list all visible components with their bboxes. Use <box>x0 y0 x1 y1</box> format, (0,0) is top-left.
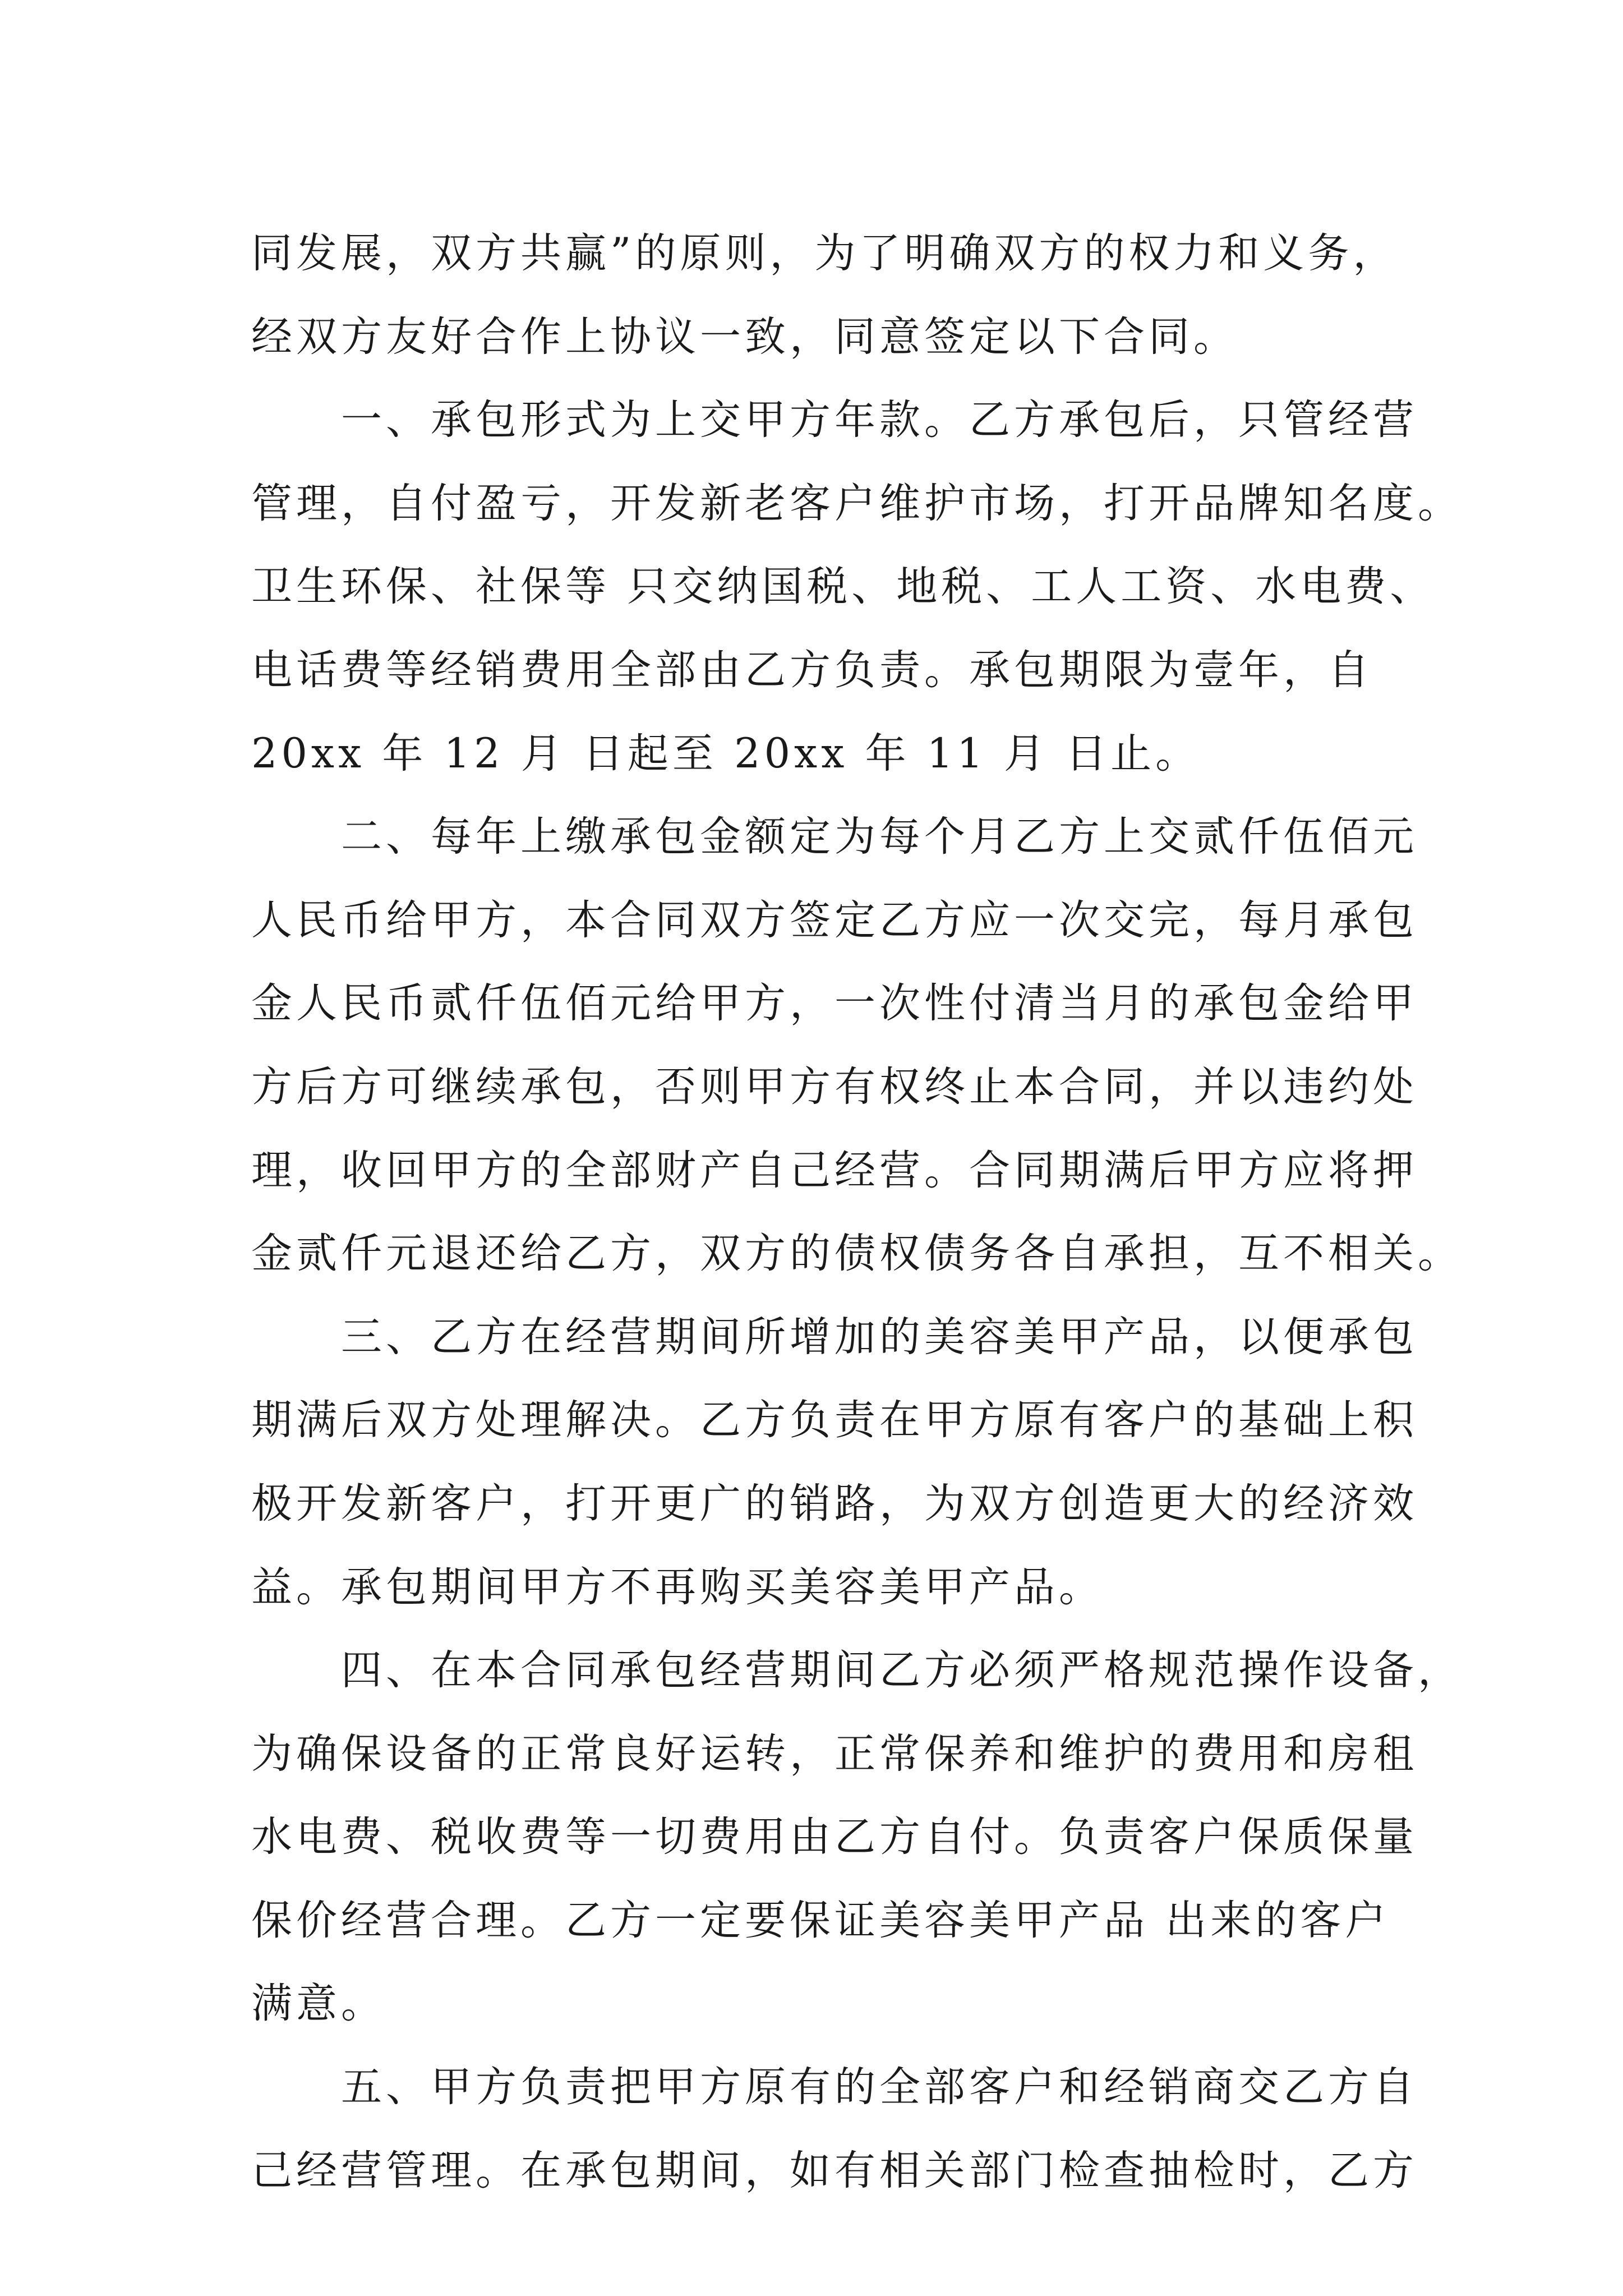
text-line: 为确保设备的正常良好运转，正常保养和维护的费用和房租 <box>251 1729 1418 1778</box>
text-line: 理，收回甲方的全部财产自己经营。合同期满后甲方应将押 <box>251 1146 1418 1194</box>
text-line: 己经营管理。在承包期间，如有相关部门检查抽检时，乙方 <box>251 2146 1418 2194</box>
text-line: 极开发新客户，打开更广的销路，为双方创造更大的经济效 <box>251 1479 1418 1527</box>
text-line: 期满后双方处理解决。乙方负责在甲方原有客户的基础上积 <box>251 1396 1418 1444</box>
clause-1-first-line: 一、承包形式为上交甲方年款。乙方承包后，只管经营 <box>341 396 1418 444</box>
text-line: 益。承包期间甲方不再购买美容美甲产品。 <box>251 1563 1104 1611</box>
text-line: 卫生环保、社保等 只交纳国税、地税、工人工资、水电费、 <box>251 563 1435 611</box>
text-line: 管理，自付盈亏，开发新老客户维护市场，打开品牌知名度。 <box>251 479 1463 527</box>
text-line: 金贰仟元退还给乙方，双方的债权债务各自承担，互不相关。 <box>251 1230 1463 1278</box>
text-line: 人民币给甲方，本合同双方签定乙方应一次交完，每月承包 <box>251 896 1418 944</box>
text-line: 同发展，双方共赢”的原则，为了明确双方的权力和义务， <box>251 229 1398 277</box>
clause-2-first-line: 二、每年上缴承包金额定为每个月乙方上交贰仟伍佰元 <box>341 813 1418 861</box>
clause-5-first-line: 五、甲方负责把甲方原有的全部客户和经销商交乙方自 <box>341 2063 1418 2111</box>
text-line: 20xx 年 12 月 日起至 20xx 年 11 月 日止。 <box>251 729 1201 777</box>
clause-3-first-line: 三、乙方在经营期间所增加的美容美甲产品，以便承包 <box>341 1313 1418 1361</box>
text-line: 保价经营合理。乙方一定要保证美容美甲产品 出来的客户 <box>251 1896 1390 1944</box>
text-line: 满意。 <box>251 1980 386 2028</box>
text-line: 水电费、税收费等一切费用由乙方自付。负责客户保质保量 <box>251 1813 1418 1861</box>
text-line: 金人民币贰仟伍佰元给甲方，一次性付清当月的承包金给甲 <box>251 979 1418 1028</box>
contract-body-text <box>251 212 1463 2212</box>
text-line: 电话费等经销费用全部由乙方负责。承包期限为壹年，自 <box>251 646 1373 694</box>
text-line: 方后方可继续承包，否则甲方有权终止本合同，并以违约处 <box>251 1062 1418 1111</box>
clause-4-first-line: 四、在本合同承包经营期间乙方必须严格规范操作设备， <box>341 1646 1463 1695</box>
text-line: 经双方友好合作上协议一致，同意签定以下合同。 <box>251 312 1238 361</box>
